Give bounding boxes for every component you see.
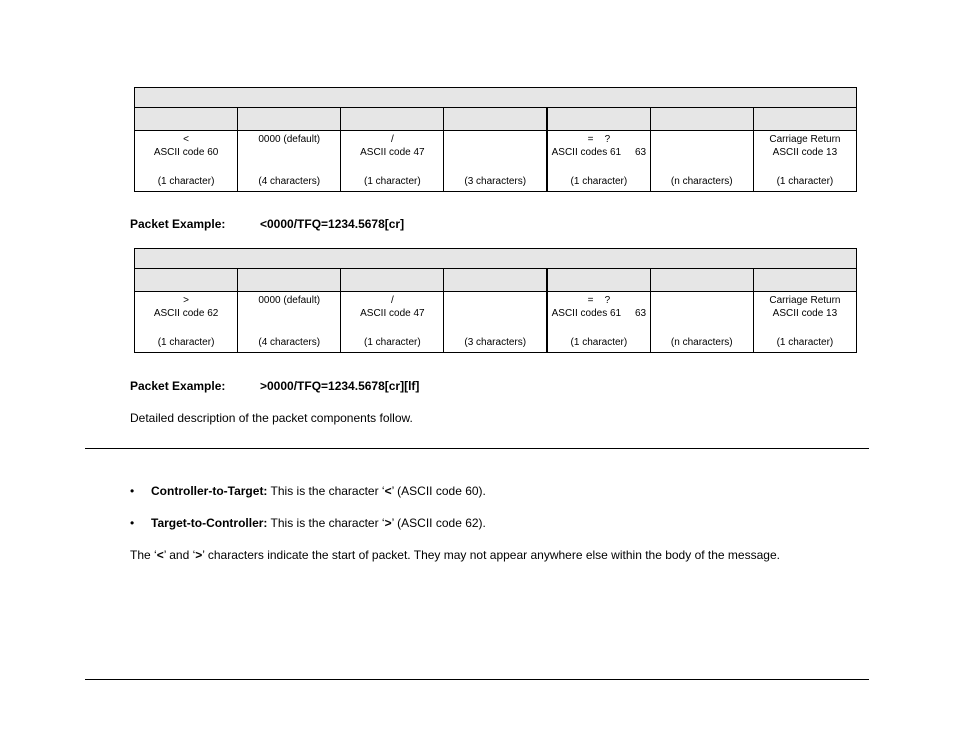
closing-char: > bbox=[195, 548, 203, 562]
column-header bbox=[341, 269, 444, 292]
description-paragraph: Detailed description of the packet components follow. bbox=[130, 411, 413, 425]
start-of-packet-cell bbox=[135, 131, 238, 192]
column-header bbox=[238, 269, 341, 292]
column-header bbox=[650, 269, 753, 292]
table-title bbox=[135, 249, 857, 269]
bullet-text: This is the character ‘ bbox=[267, 516, 385, 530]
instruction-code-cell bbox=[444, 292, 547, 353]
column-header bbox=[547, 108, 650, 131]
cell-length: (n characters) bbox=[670, 176, 733, 187]
footer-divider bbox=[85, 679, 869, 680]
bullet-term: Target-to-Controller: bbox=[151, 516, 268, 530]
column-header bbox=[753, 108, 856, 131]
bullet-icon: • bbox=[130, 484, 135, 498]
cell-length: (1 character) bbox=[364, 176, 421, 187]
cell-detail: = ? ASCII codes 61 63 bbox=[551, 134, 647, 158]
cell-length: (1 character) bbox=[776, 337, 834, 348]
column-header bbox=[444, 108, 547, 131]
cell-detail: Carriage Return ASCII code 13 bbox=[769, 295, 841, 319]
closing-paragraph bbox=[130, 548, 780, 562]
closing-text: ’ characters indicate the start of packet. They may not appear anywhere else within the body of the message. bbox=[202, 548, 780, 562]
cell-detail: = ? ASCII codes 61 63 bbox=[551, 295, 647, 319]
closing-char: < bbox=[156, 548, 164, 562]
bullet-controller-to-target bbox=[130, 484, 486, 498]
cell-length: (4 characters) bbox=[258, 337, 321, 348]
bullet-target-to-controller bbox=[130, 516, 486, 530]
bullet-text: This is the character ‘ bbox=[267, 484, 385, 498]
cell-detail: 0000 (default) bbox=[258, 295, 321, 306]
closing-text: ’ and ‘ bbox=[163, 548, 196, 562]
packet-example-label: Packet Example: bbox=[130, 379, 226, 393]
target-address-cell bbox=[238, 131, 341, 192]
column-header bbox=[753, 269, 856, 292]
column-header bbox=[547, 269, 650, 292]
cell-length: (1 character) bbox=[570, 337, 628, 348]
cell-detail: 0000 (default) bbox=[258, 134, 321, 145]
end-of-packet-cell bbox=[753, 131, 856, 192]
bullet-icon: • bbox=[130, 516, 135, 530]
packet-example-2 bbox=[130, 379, 420, 393]
column-header bbox=[238, 108, 341, 131]
cell-length: (1 character) bbox=[776, 176, 834, 187]
start-of-packet-cell bbox=[135, 292, 238, 353]
packet-structure-table-target-to-controller bbox=[134, 248, 857, 353]
packet-example-value: >0000/TFQ=1234.5678[cr][lf] bbox=[260, 379, 420, 393]
cell-length: (3 characters) bbox=[464, 176, 527, 187]
arguments-cell bbox=[650, 292, 753, 353]
bullet-char: > bbox=[384, 516, 392, 530]
arguments-cell bbox=[650, 131, 753, 192]
packet-structure-table-controller-to-target bbox=[134, 87, 857, 192]
cell-length: (1 character) bbox=[364, 337, 421, 348]
code-qualifier-cell bbox=[547, 292, 650, 353]
packet-example-value: <0000/TFQ=1234.5678[cr] bbox=[260, 217, 405, 231]
column-header bbox=[135, 108, 238, 131]
column-header bbox=[444, 269, 547, 292]
address-delimiter-cell bbox=[341, 292, 444, 353]
column-header bbox=[135, 269, 238, 292]
cell-detail: / ASCII code 47 bbox=[360, 295, 425, 319]
code-qualifier-cell bbox=[547, 131, 650, 192]
packet-example-label: Packet Example: bbox=[130, 217, 226, 231]
target-address-cell bbox=[238, 292, 341, 353]
cell-length: (3 characters) bbox=[464, 337, 527, 348]
bullet-term: Controller-to-Target: bbox=[151, 484, 268, 498]
packet-example-1 bbox=[130, 217, 405, 231]
cell-detail bbox=[651, 131, 753, 133]
column-header bbox=[341, 108, 444, 131]
cell-length: (4 characters) bbox=[258, 176, 321, 187]
cell-detail bbox=[444, 292, 546, 294]
cell-length: (1 character) bbox=[157, 176, 215, 187]
cell-detail: > ASCII code 62 bbox=[153, 295, 219, 319]
bullet-text: ’ (ASCII code 62). bbox=[391, 516, 486, 530]
end-of-packet-cell bbox=[753, 292, 856, 353]
address-delimiter-cell bbox=[341, 131, 444, 192]
bullet-char: < bbox=[384, 484, 392, 498]
cell-detail bbox=[444, 131, 546, 133]
cell-detail: < ASCII code 60 bbox=[153, 134, 219, 158]
cell-detail bbox=[651, 292, 753, 294]
closing-text: The ‘ bbox=[130, 548, 157, 562]
section-divider bbox=[85, 448, 869, 449]
cell-length: (1 character) bbox=[570, 176, 628, 187]
table-title bbox=[135, 88, 857, 108]
cell-detail: Carriage Return ASCII code 13 bbox=[769, 134, 841, 158]
cell-length: (n characters) bbox=[670, 337, 733, 348]
column-header bbox=[650, 108, 753, 131]
instruction-code-cell bbox=[444, 131, 547, 192]
bullet-text: ’ (ASCII code 60). bbox=[391, 484, 486, 498]
cell-detail: / ASCII code 47 bbox=[360, 134, 425, 158]
cell-length: (1 character) bbox=[157, 337, 215, 348]
